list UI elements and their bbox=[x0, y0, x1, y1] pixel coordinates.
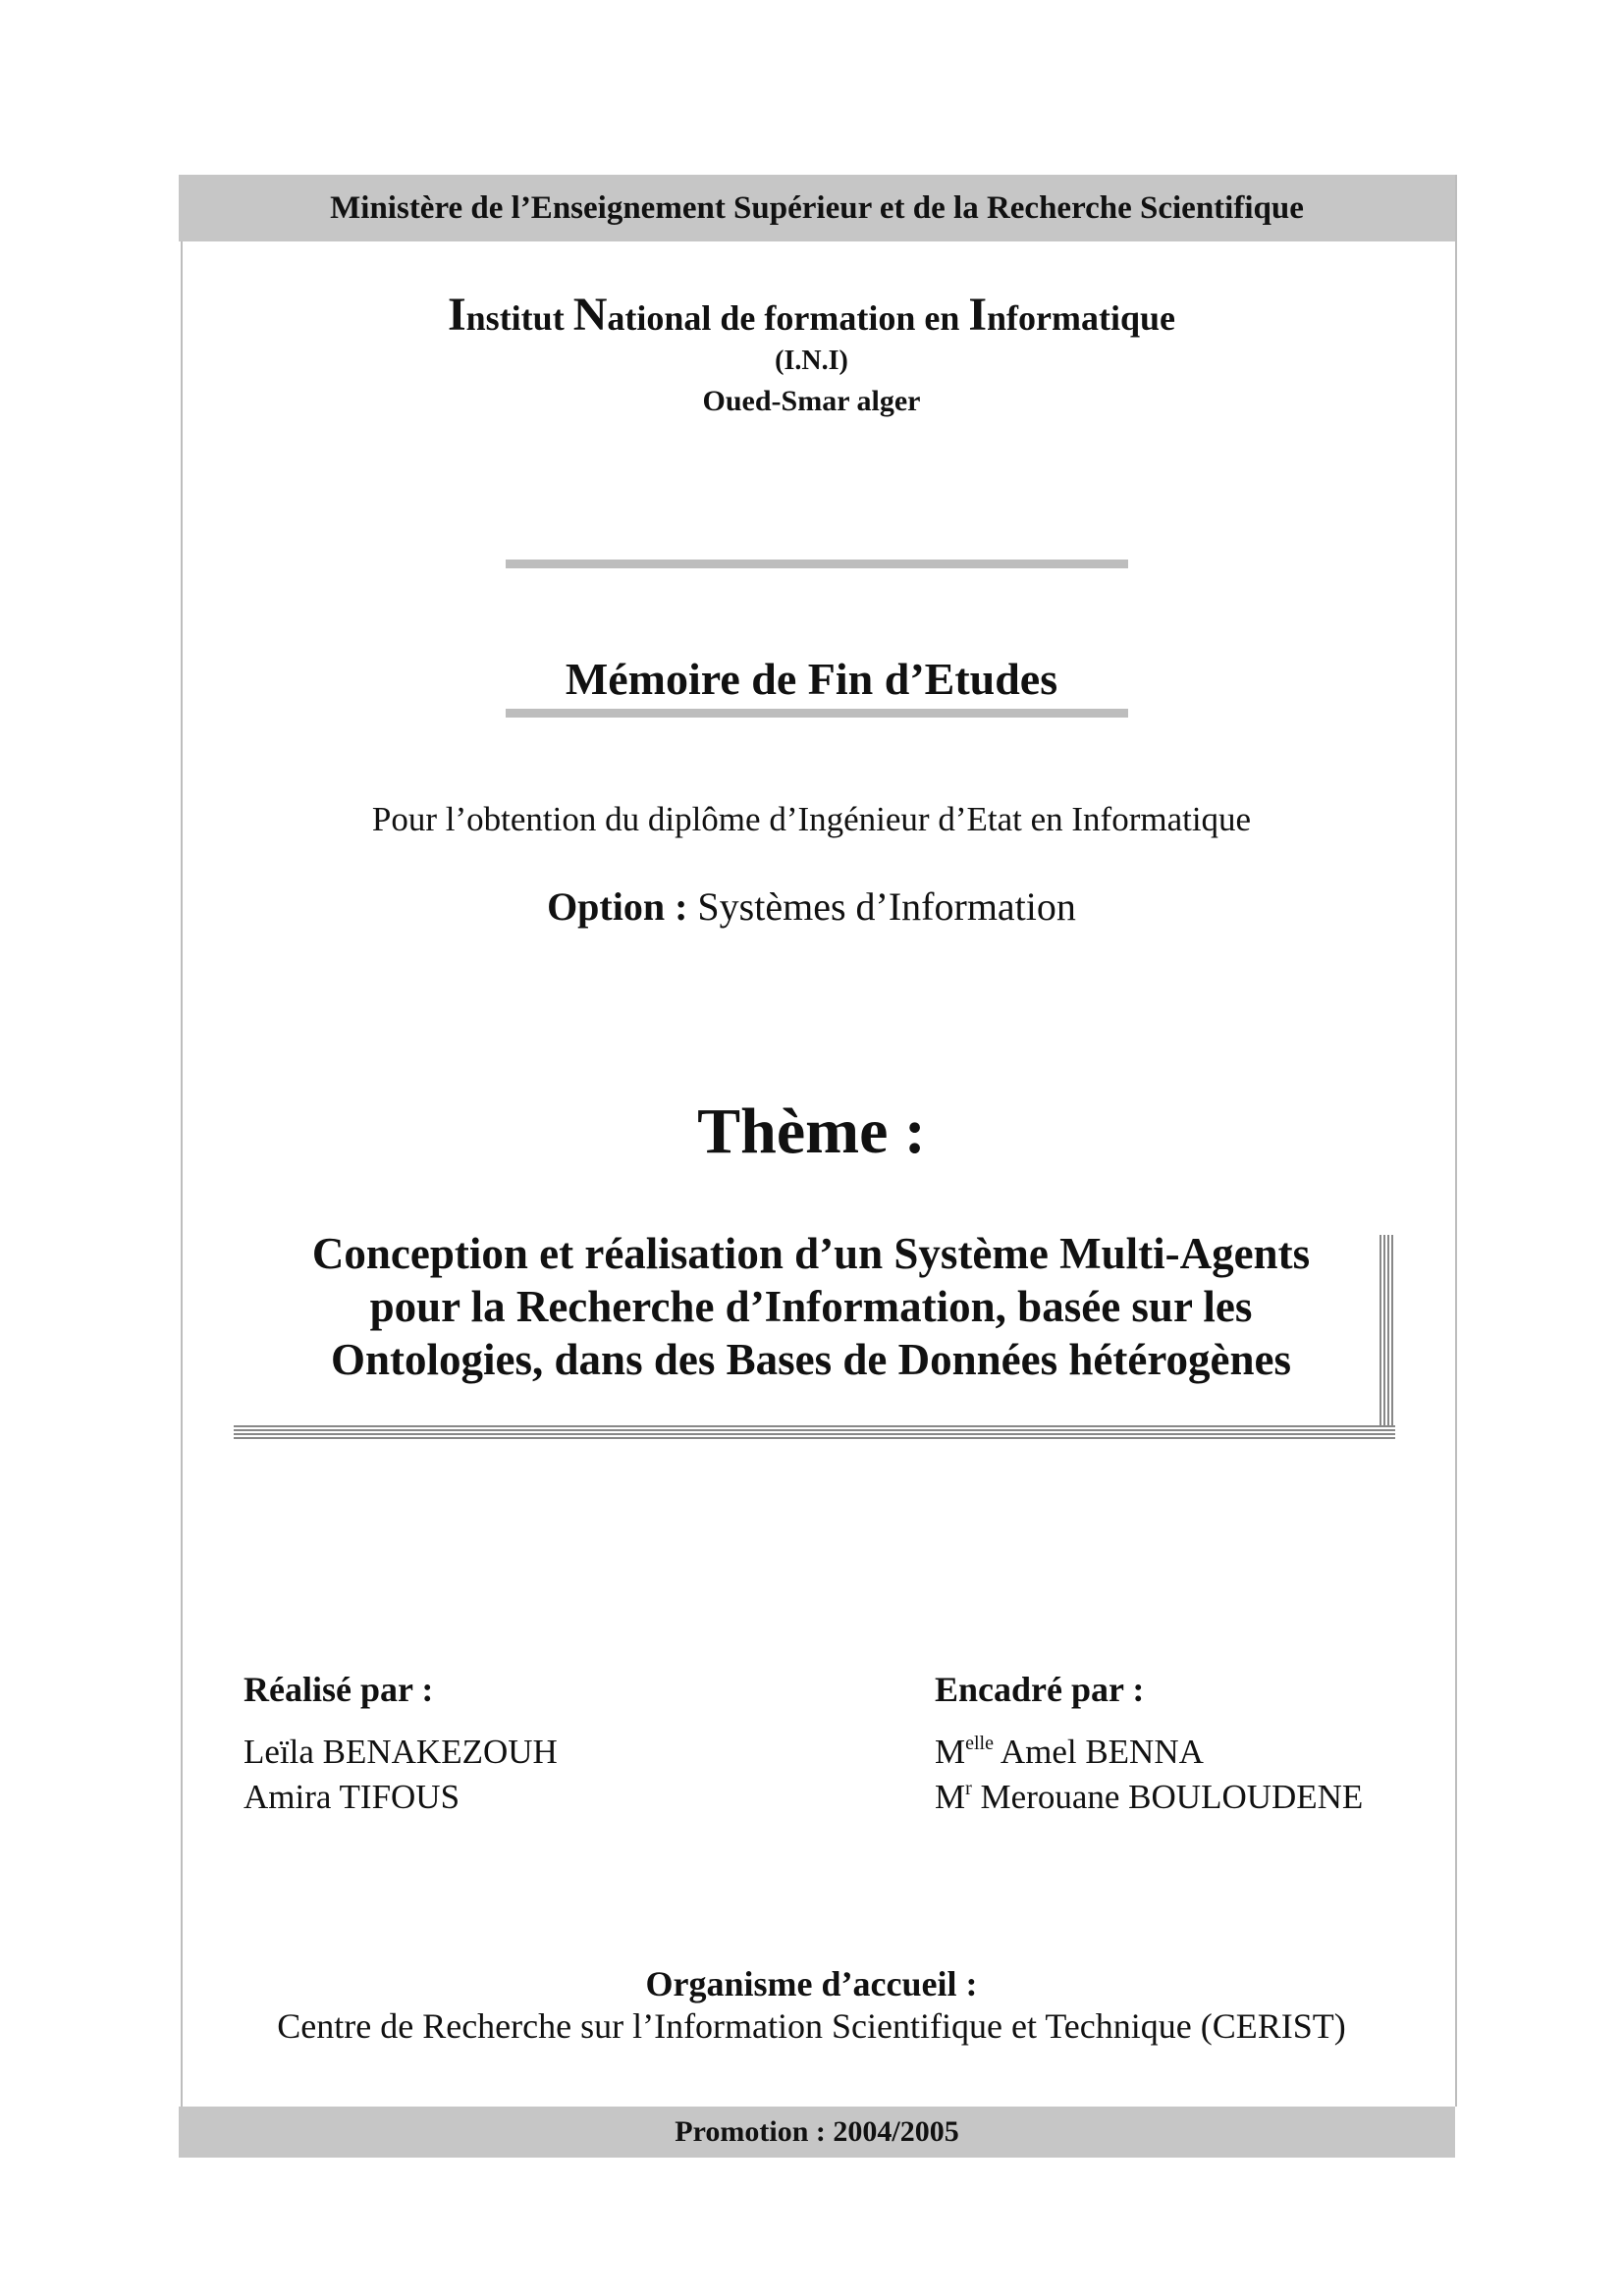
institute-word-3: nformatique bbox=[987, 298, 1176, 338]
author-name: Leïla BENAKEZOUH bbox=[243, 1733, 558, 1771]
subject-line: pour la Recherche d’Information, basée sur les bbox=[369, 1282, 1253, 1331]
institute-name bbox=[0, 288, 1623, 342]
supervisors-heading: Encadré par : bbox=[935, 1670, 1145, 1709]
memoire-title: Mémoire de Fin d’Etudes bbox=[565, 654, 1058, 704]
host-organization-heading: Organisme d’accueil : bbox=[645, 1964, 978, 2003]
supervisor-fullname: Amel BENNA bbox=[994, 1733, 1204, 1771]
subject-line: Ontologies, dans des Bases de Données hétérogènes bbox=[331, 1335, 1291, 1384]
institute-initial-2: N bbox=[572, 289, 608, 341]
promotion-text: Promotion : 2004/2005 bbox=[675, 2115, 959, 2148]
institute-location: Oued-Smar alger bbox=[702, 385, 921, 417]
subject-shadow-bottom bbox=[234, 1425, 1395, 1441]
author-name: Amira TIFOUS bbox=[243, 1778, 460, 1816]
supervisor-name bbox=[935, 1775, 1363, 1820]
supervisor-title: M bbox=[935, 1778, 966, 1816]
authors-block bbox=[243, 1669, 558, 1820]
ministry-banner bbox=[179, 175, 1455, 241]
divider-top bbox=[506, 560, 1128, 568]
subject-box bbox=[232, 1227, 1390, 1423]
ministry-text: Ministère de l’Enseignement Supérieur et de la Recherche Scientifique bbox=[330, 189, 1304, 226]
supervisor-name bbox=[935, 1730, 1363, 1775]
supervisor-title-sup: r bbox=[965, 1778, 972, 1799]
authors-heading: Réalisé par : bbox=[243, 1670, 434, 1709]
subject-line: Conception et réalisation d’un Système Multi-Agents bbox=[311, 1229, 1311, 1278]
institute-initial-3: I bbox=[968, 289, 988, 341]
promotion-banner bbox=[179, 2107, 1455, 2158]
supervisor-title-sup: elle bbox=[965, 1733, 994, 1754]
supervisor-title: M bbox=[935, 1733, 966, 1771]
institute-word-1: nstitut bbox=[465, 298, 573, 338]
option-line bbox=[0, 883, 1623, 930]
option-label: Option : bbox=[547, 884, 688, 929]
supervisors-block bbox=[935, 1669, 1363, 1820]
institute-abbreviation: (I.N.I) bbox=[775, 346, 848, 376]
divider-underline bbox=[506, 709, 1128, 718]
institute-word-2: ational de formation en bbox=[607, 298, 969, 338]
institute-initial-1: I bbox=[447, 289, 466, 341]
host-organization-name: Centre de Recherche sur l’Information Scientifique et Technique (CERIST) bbox=[277, 2006, 1346, 2046]
diploma-line: Pour l’obtention du diplôme d’Ingénieur d’Etat en Informatique bbox=[371, 800, 1252, 838]
supervisor-fullname: Merouane BOULOUDENE bbox=[971, 1778, 1364, 1816]
option-value: Systèmes d’Information bbox=[697, 884, 1076, 929]
theme-heading: Thème : bbox=[697, 1095, 926, 1167]
